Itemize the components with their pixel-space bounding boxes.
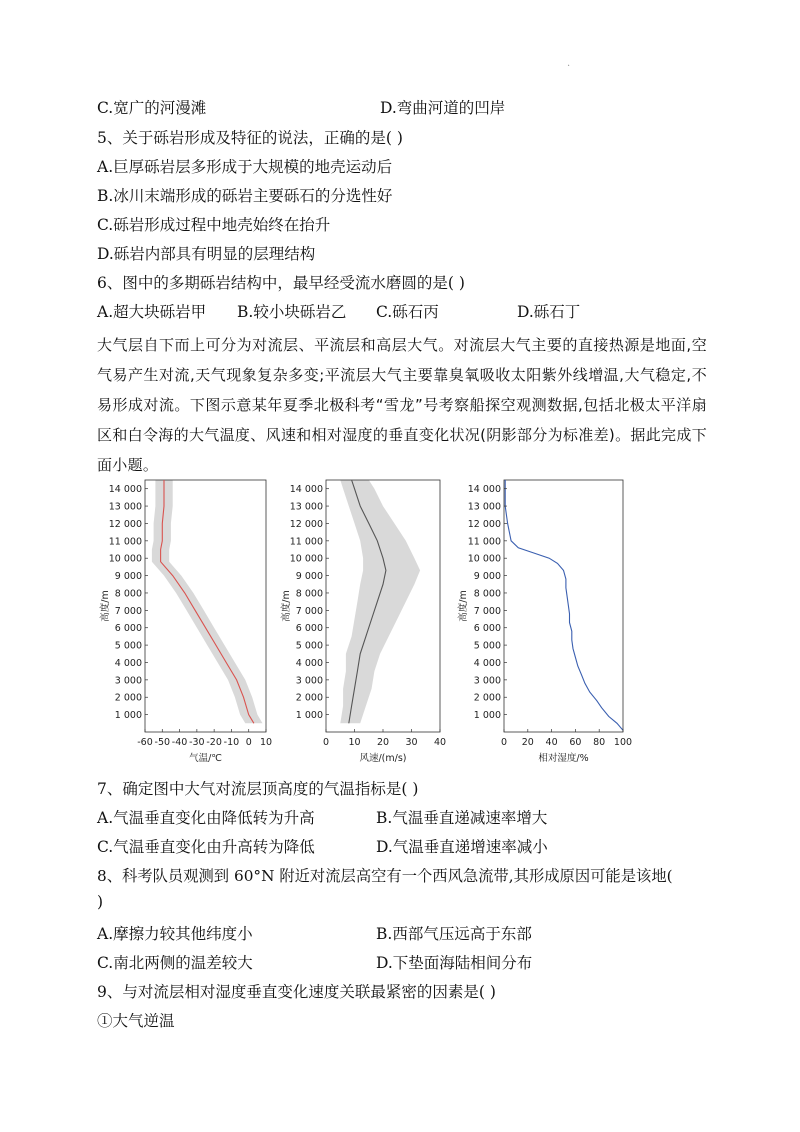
chart-3-y-tick-label: 2 000 [473, 692, 501, 704]
chart-2-y-tick-label: 5 000 [295, 640, 323, 652]
chart-3-x-axis-label: 相对湿度/% [538, 753, 589, 764]
page-mark: . [567, 58, 571, 69]
chart-1-series-line [161, 480, 254, 723]
chart-2-y-tick-label: 14 000 [289, 484, 323, 496]
q6-option-a: A.超大块砾岩甲 [97, 303, 207, 321]
chart-2-y-tick-label: 9 000 [295, 571, 323, 583]
chart-1-x-tick-label: 0 [245, 737, 252, 748]
chart-1-y-tick-label: 6 000 [114, 623, 142, 635]
q7-option-a: A.气温垂直变化由降低转为升高 [97, 809, 315, 827]
chart-1-y-tick-label: 3 000 [114, 675, 142, 687]
chart-1-x-tick-label: -20 [206, 737, 222, 748]
q6-option-b: B.较小块砾岩乙 [237, 303, 347, 321]
chart-3-y-tick-label: 14 000 [467, 484, 501, 496]
chart-3-y-tick-label: 1 000 [473, 710, 501, 722]
chart-3-y-tick-label: 9 000 [473, 571, 501, 583]
chart-2-y-tick-label: 1 000 [295, 710, 323, 722]
chart-1-x-tick-label: -50 [154, 737, 171, 748]
chart-3-y-tick-label: 10 000 [467, 553, 501, 565]
q8-option-d: D.下垫面海陆相间分布 [376, 954, 533, 972]
chart-2-y-tick-label: 12 000 [289, 518, 323, 530]
chart-2-std-band [340, 480, 420, 723]
chart-1-y-tick-label: 2 000 [114, 692, 142, 704]
chart-3-y-tick-label: 13 000 [467, 501, 501, 513]
chart-2-x-tick-label: 40 [433, 737, 447, 748]
chart-3-x-tick-label: 0 [500, 737, 508, 748]
q9-option-1: ①大气逆温 [97, 1012, 175, 1030]
chart-1-y-tick-label: 14 000 [108, 484, 142, 496]
q4-option-d: D.弯曲河道的凹岸 [380, 99, 506, 117]
chart-2-x-tick-label: 20 [376, 737, 390, 748]
chart-2-x-tick-label: 0 [322, 737, 330, 748]
q7-option-c: C.气温垂直变化由升高转为降低 [97, 838, 315, 856]
chart-3-y-tick-label: 6 000 [473, 623, 501, 635]
chart-3-y-tick-label: 5 000 [473, 640, 501, 652]
chart-1-y-tick-label: 5 000 [114, 640, 142, 652]
chart-3-x-tick-label: 60 [569, 737, 582, 748]
reading-passage: 大气层自下而上可分为对流层、平流层和高层大气。对流层大气主要的直接热源是地面,空气易产生对流,天气现象复杂多变;平流层大气主要靠臭氧吸收太阳紫外线增温,大气稳定,不易形成对流。下图示意某年夏季北极科考“雪龙”号考察船探空观测数据,包括北极太平洋扇区和白令海的大气温度、风速和相对湿度的垂直变化状况(阴影部分为标准差)。据此完成下面小题。 [97, 336, 707, 474]
chart-2-y-tick-label: 10 000 [289, 553, 323, 565]
chart-3-y-tick-label: 7 000 [473, 605, 501, 617]
chart-1-y-tick-label: 9 000 [114, 571, 142, 583]
chart-3-x-tick-label: 40 [545, 737, 558, 748]
chart-3-x-tick-label: 100 [613, 737, 633, 748]
sounding-profile-figure [0, 476, 800, 766]
q5-option-d: D.砾岩内部具有明显的层理结构 [97, 245, 316, 263]
chart-1-x-axis-label: 气温/℃ [189, 753, 222, 764]
chart-2-y-tick-label: 3 000 [295, 675, 323, 687]
q8-option-b: B.西部气压远高于东部 [376, 925, 532, 943]
chart-2-y-tick-label: 8 000 [295, 588, 323, 600]
q6-option-c: C.砾石丙 [376, 303, 439, 321]
chart-2-x-tick-label: 10 [348, 737, 361, 748]
chart-1-std-band [152, 480, 263, 723]
chart-3-x-tick-label: 80 [593, 737, 606, 748]
chart-2-y-axis-label: 高度/m [281, 590, 292, 622]
chart-3-y-axis-label: 高度/m [458, 590, 469, 622]
chart-1-x-tick-label: -10 [223, 737, 240, 748]
chart-3-y-tick-label: 12 000 [467, 518, 501, 530]
chart-3-y-tick-label: 11 000 [467, 536, 501, 548]
chart-3-y-tick-label: 8 000 [473, 588, 501, 600]
chart-2-y-tick-label: 13 000 [289, 501, 323, 513]
chart-2-y-tick-label: 11 000 [289, 536, 323, 548]
chart-1-y-axis-label: 高度/m [100, 590, 111, 622]
chart-2-y-tick-label: 7 000 [295, 605, 323, 617]
chart-1-x-tick-label: -60 [137, 737, 153, 748]
chart-1-y-tick-label: 8 000 [114, 588, 142, 600]
q7-stem: 7、确定图中大气对流层顶高度的气温指标是( ) [97, 780, 419, 798]
q8-stem-close: ) [97, 893, 104, 911]
q8-option-a: A.摩擦力较其他纬度小 [97, 925, 253, 943]
chart-3-frame [504, 480, 623, 732]
chart-1-y-tick-label: 10 000 [108, 553, 142, 565]
chart-1-y-tick-label: 7 000 [114, 605, 142, 617]
q9-stem: 9、与对流层相对湿度垂直变化速度关联最紧密的因素是( ) [97, 983, 496, 1001]
q5-stem: 5、关于砾岩形成及特征的说法，正确的是( ) [97, 129, 403, 147]
chart-2-y-tick-label: 2 000 [295, 692, 323, 704]
q6-stem: 6、图中的多期砾岩结构中，最早经受流水磨圆的是( ) [97, 274, 465, 292]
chart-3-series-line [505, 480, 623, 730]
chart-2-y-tick-label: 4 000 [295, 657, 323, 669]
q5-option-c: C.砾岩形成过程中地壳始终在抬升 [97, 216, 331, 234]
chart-3-x-tick-label: 20 [521, 737, 534, 748]
chart-2-x-axis-label: 风速/(m/s) [359, 753, 407, 764]
chart-1-x-tick-label: -30 [189, 737, 205, 748]
q8-option-c: C.南北两侧的温差较大 [97, 954, 253, 972]
q4-option-c: C.宽广的河漫滩 [97, 99, 207, 117]
q7-option-d: D.气温垂直递增速率减小 [376, 838, 548, 856]
chart-2-y-tick-label: 6 000 [295, 623, 323, 635]
chart-1-x-tick-label: 10 [259, 737, 273, 748]
q5-option-a: A.巨厚砾岩层多形成于大规模的地壳运动后 [97, 158, 393, 176]
chart-1-y-tick-label: 13 000 [108, 501, 142, 513]
chart-1-x-tick-label: -40 [171, 737, 188, 748]
q8-stem: 8、科考队员观测到 60°N 附近对流层高空有一个西风急流带,其形成原因可能是该地( [97, 867, 673, 885]
q7-option-b: B.气温垂直递减速率增大 [376, 809, 548, 827]
chart-1-y-tick-label: 12 000 [108, 518, 142, 530]
chart-2-x-tick-label: 30 [405, 737, 418, 748]
chart-1-y-tick-label: 1 000 [114, 710, 142, 722]
q5-option-b: B.冰川末端形成的砾岩主要砾石的分选性好 [97, 187, 393, 205]
q6-option-d: D.砾石丁 [517, 303, 581, 321]
chart-1-y-tick-label: 4 000 [114, 657, 142, 669]
chart-3-y-tick-label: 3 000 [473, 675, 501, 687]
chart-3-y-tick-label: 4 000 [473, 657, 501, 669]
chart-1-y-tick-label: 11 000 [108, 536, 142, 548]
